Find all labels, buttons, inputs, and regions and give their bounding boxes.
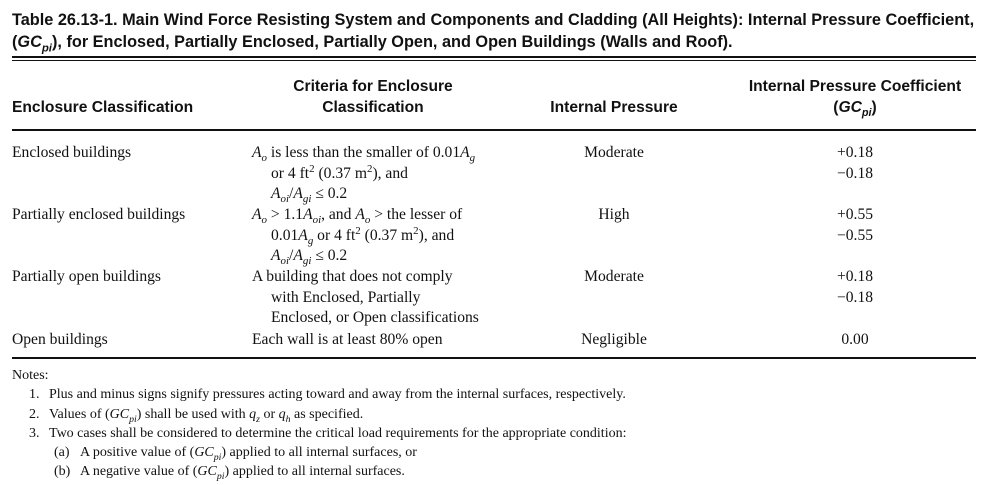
note-3a: (a) A positive value of $(GC_{pi})$ applied to all internal surfaces, or bbox=[54, 445, 417, 463]
row-partially-open-pressure: Moderate bbox=[584, 268, 644, 285]
note-3b: (b) A negative value of $(GC_{pi})$ applied to all internal surfaces. bbox=[54, 464, 405, 483]
table-notes bbox=[12, 366, 626, 482]
row-partially-enclosed-coefficient: +0.55 −0.55 bbox=[836, 206, 874, 244]
note-2: 2. Values of $(GC_{pi})$ shall be used with $q_z$ or $q_h$ as specified. bbox=[29, 406, 364, 425]
row-open-criteria: Each wall is at least 80% open bbox=[252, 331, 443, 348]
row-open-pressure: Negligible bbox=[581, 331, 647, 348]
table-top-rule-thin bbox=[12, 60, 976, 61]
table-caption: Table 26.13-1. Main Wind Force Resisting System and Components and Cladding (All Heights): Internal Pressure Coefficient, $(GC_{pi})$, for Enclosed, Partially Enclosed, Partially Open, and Open Buildings (Walls and Roof). bbox=[12, 11, 975, 55]
row-enclosed-classification: Enclosed buildings bbox=[12, 144, 132, 161]
row-partially-enclosed-criteria: $A_o > 1.1A_{oi}$, and $A_o$ > the lesser of $0.01A_g$ or 4 $ft^2$ (0.37 $m^2$), and $A_{oi}/A_{gi} \le 0.2$ bbox=[252, 206, 463, 268]
table-bottom-rule bbox=[12, 357, 976, 359]
row-enclosed-coefficient: +0.18 −0.18 bbox=[836, 144, 874, 182]
notes-title: Notes: bbox=[12, 368, 49, 383]
header-coefficient: Internal Pressure Coefficient $(GC_{pi})$ bbox=[748, 78, 962, 120]
header-classification: Enclosure Classification bbox=[12, 99, 194, 116]
row-partially-enclosed-pressure: High bbox=[598, 206, 630, 223]
row-partially-open-classification: Partially open buildings bbox=[12, 268, 161, 285]
header-rule bbox=[12, 129, 976, 131]
row-partially-open-coefficient: +0.18 −0.18 bbox=[836, 268, 874, 306]
header-criteria: Criteria for Enclosure Classification bbox=[293, 78, 453, 116]
header-pressure: Internal Pressure bbox=[550, 99, 678, 116]
row-partially-enclosed-classification: Partially enclosed buildings bbox=[12, 206, 186, 223]
row-enclosed-criteria: $A_o$ is less than the smaller of $0.01A_g$ or 4 $ft^2$ (0.37 $m^2$), and $A_{oi}/A_{gi} \le 0.2$ bbox=[252, 144, 476, 206]
row-partially-open-criteria: A building that does not comply with Enclosed, Partially Enclosed, or Open classifications bbox=[252, 268, 479, 327]
row-enclosed-pressure: Moderate bbox=[584, 144, 644, 161]
note-3: 3. Two cases shall be considered to determine the critical load requirements for the appropriate condition: bbox=[29, 425, 627, 441]
note-1: 1. Plus and minus signs signify pressures acting toward and away from the internal surfaces, respectively. bbox=[29, 387, 626, 403]
row-open-coefficient: 0.00 bbox=[841, 331, 869, 348]
table-top-rule bbox=[12, 56, 976, 58]
row-open-classification: Open buildings bbox=[12, 331, 108, 348]
